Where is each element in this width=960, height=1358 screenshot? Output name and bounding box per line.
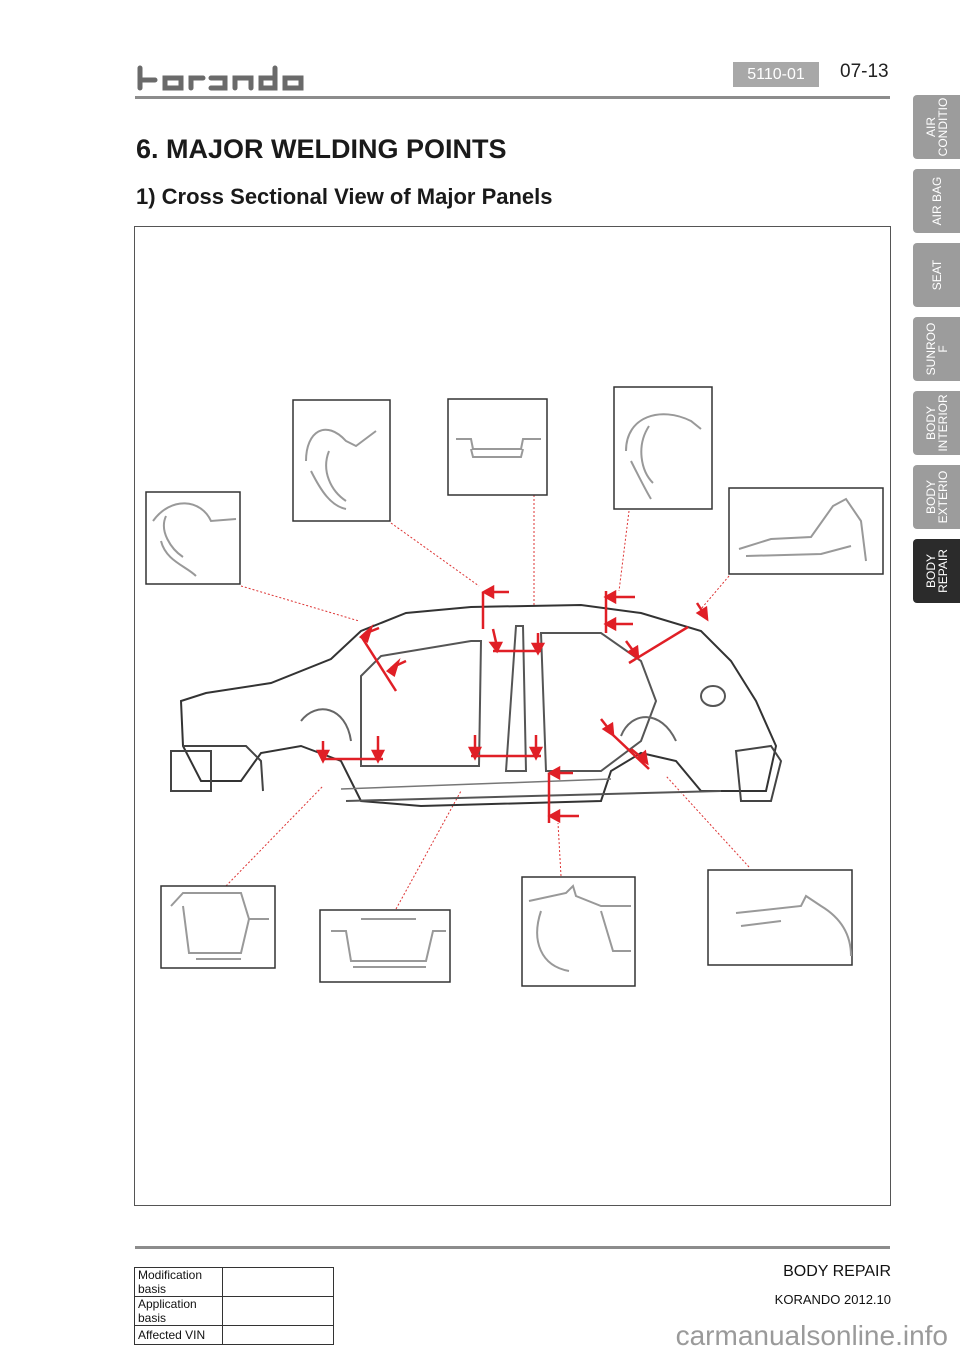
welding-diagram [135,227,890,1205]
tab-air-conditioning[interactable]: AIR CONDITIO [913,95,960,159]
detail-box-center-sill [320,910,450,982]
revision-value [223,1268,334,1297]
header-divider [135,96,890,99]
leader-lines [226,495,749,909]
revision-label: Affected VIN [135,1326,223,1345]
tab-sunroof[interactable]: SUNROO F [913,317,960,381]
footer-divider [135,1246,890,1249]
revision-value [223,1297,334,1326]
table-row [135,1268,334,1297]
detail-box-roof-center [448,399,547,495]
revision-label: Modification basis [135,1268,223,1297]
footer-section-name: BODY REPAIR [783,1263,891,1280]
watermark: carmanualsonline.info [675,1320,948,1351]
table-row [135,1326,334,1345]
tab-body-exterior[interactable]: BODY EXTERIO [913,465,960,529]
vehicle-body-side [171,605,781,806]
tab-body-repair[interactable]: BODY REPAIR [913,539,960,603]
table-row [135,1297,334,1326]
section-subtitle: 1) Cross Sectional View of Major Panels [136,184,553,209]
welding-diagram-frame [134,226,891,1206]
revision-label: Application basis [135,1297,223,1326]
revision-value [223,1326,334,1345]
detail-box-roof-side-front [293,400,390,521]
detail-box-front-sill [161,886,275,968]
tab-seat[interactable]: SEAT [913,243,960,307]
korando-logo [135,60,320,96]
tab-body-interior[interactable]: BODY INTERIOR [913,391,960,455]
tab-air-bag[interactable]: AIR BAG [913,169,960,233]
section-code-badge: 5110-01 [733,62,819,87]
detail-box-a-pillar-upper [146,492,240,584]
revision-table [134,1267,334,1345]
page-number: 07-13 [840,61,889,82]
detail-box-c-pillar-upper [614,387,712,509]
section-title: 6. MAJOR WELDING POINTS [136,134,507,164]
detail-box-rear-roof-rail [729,488,883,574]
detail-box-rear-wheel-arch [708,870,852,965]
detail-box-b-pillar-lower [522,877,635,986]
footer-model-date: KORANDO 2012.10 [774,1292,891,1307]
